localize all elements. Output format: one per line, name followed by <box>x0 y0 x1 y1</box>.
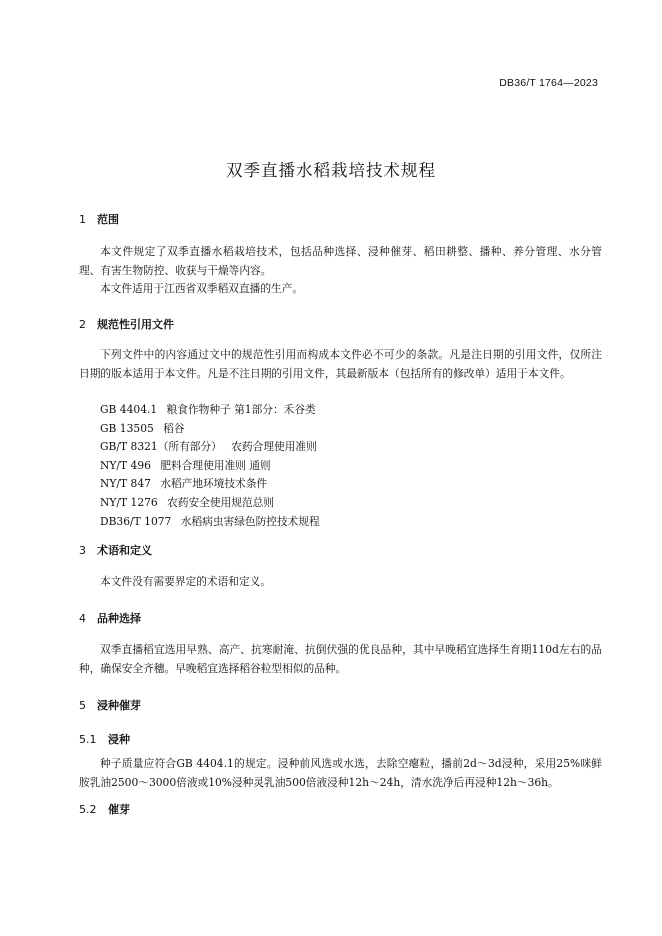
reference-name: 水稻产地环境技术条件 <box>160 477 268 491</box>
reference-name: 农药安全使用规范总则 <box>167 495 275 509</box>
reference-name: 稻谷 <box>163 421 185 435</box>
section-5-1-heading <box>79 731 130 747</box>
section-3-paragraph: 本文件没有需要界定的术语和定义。 <box>100 575 272 588</box>
section-5-heading <box>79 697 141 713</box>
reference-item <box>100 457 320 476</box>
section-number: 5 <box>79 699 86 712</box>
reference-item <box>100 420 320 439</box>
reference-name: 农药合理使用准则 <box>231 440 317 454</box>
section-number: 1 <box>79 213 86 226</box>
reference-item <box>100 438 320 457</box>
reference-item <box>100 494 320 513</box>
section-2-heading <box>79 316 174 332</box>
reference-code: DB36/T 1077 <box>100 514 172 528</box>
section-number: 4 <box>79 612 86 625</box>
section-number: 5.1 <box>79 733 97 746</box>
reference-code: NY/T 496 <box>100 458 151 472</box>
reference-name: 粮食作物种子 第1部分：禾谷类 <box>166 403 316 416</box>
section-1-paragraph-1: 本文件规定了双季直播水稻栽培技术，包括品种选择、浸种催芽、稻田耕整、播种、养分管理、水分管理、有害生物防控、收获与干燥等内容。 <box>79 245 602 277</box>
section-title: 品种选择 <box>97 612 141 625</box>
reference-list <box>100 401 320 531</box>
reference-code: GB/T 8321（所有部分） <box>100 440 222 454</box>
section-title: 术语和定义 <box>97 544 152 557</box>
reference-name: 水稻病虫害绿色防控技术规程 <box>180 514 320 528</box>
section-5-1-paragraph: 种子质量应符合GB 4404.1的规定。浸种前风选或水选，去除空瘪粒，播前2d～3d浸种，采用25%咪鲜胺乳油2500～3000倍液或10%浸种灵乳油500倍液浸种12h～24h，清水洗净后再浸种12h～36h。 <box>79 757 602 789</box>
section-4-heading <box>79 610 141 626</box>
reference-code: NY/T 1276 <box>100 495 158 509</box>
reference-item <box>100 513 320 532</box>
reference-item <box>100 475 320 494</box>
reference-name: 肥料合理使用准则 通则 <box>160 458 271 472</box>
reference-code: GB 13505 <box>100 421 154 435</box>
section-number: 2 <box>79 318 86 331</box>
section-number: 5.2 <box>79 803 97 816</box>
section-title: 浸种 <box>108 733 130 746</box>
section-1-heading <box>79 211 119 227</box>
section-number: 3 <box>79 544 86 557</box>
section-3-heading <box>79 542 152 558</box>
section-title: 浸种催芽 <box>97 699 141 712</box>
reference-item <box>100 401 320 420</box>
document-title: 双季直播水稻栽培技术规程 <box>226 161 436 180</box>
reference-code: NY/T 847 <box>100 477 151 491</box>
section-5-2-heading <box>79 801 130 817</box>
section-1-paragraph-2: 本文件适用于江西省双季稻双直播的生产。 <box>100 282 304 295</box>
reference-code: GB 4404.1 <box>100 403 158 416</box>
section-title: 范围 <box>97 213 119 226</box>
section-title: 规范性引用文件 <box>97 318 174 331</box>
section-4-paragraph: 双季直播稻宜选用早熟、高产、抗寒耐淹、抗倒伏强的优良品种，其中早晚稻宜选择生育期110d左右的品种，确保安全齐穗。早晚稻宜选择稻谷粒型相似的品种。 <box>79 643 602 675</box>
standard-code: DB36/T 1764—2023 <box>499 77 598 89</box>
section-2-intro: 下列文件中的内容通过文中的规范性引用而构成本文件必不可少的条款。凡是注日期的引用文件，仅所注日期的版本适用于本文件。凡是不注日期的引用文件，其最新版本（包括所有的修改单）适用于本文件。 <box>79 348 602 380</box>
section-title: 催芽 <box>108 803 130 816</box>
